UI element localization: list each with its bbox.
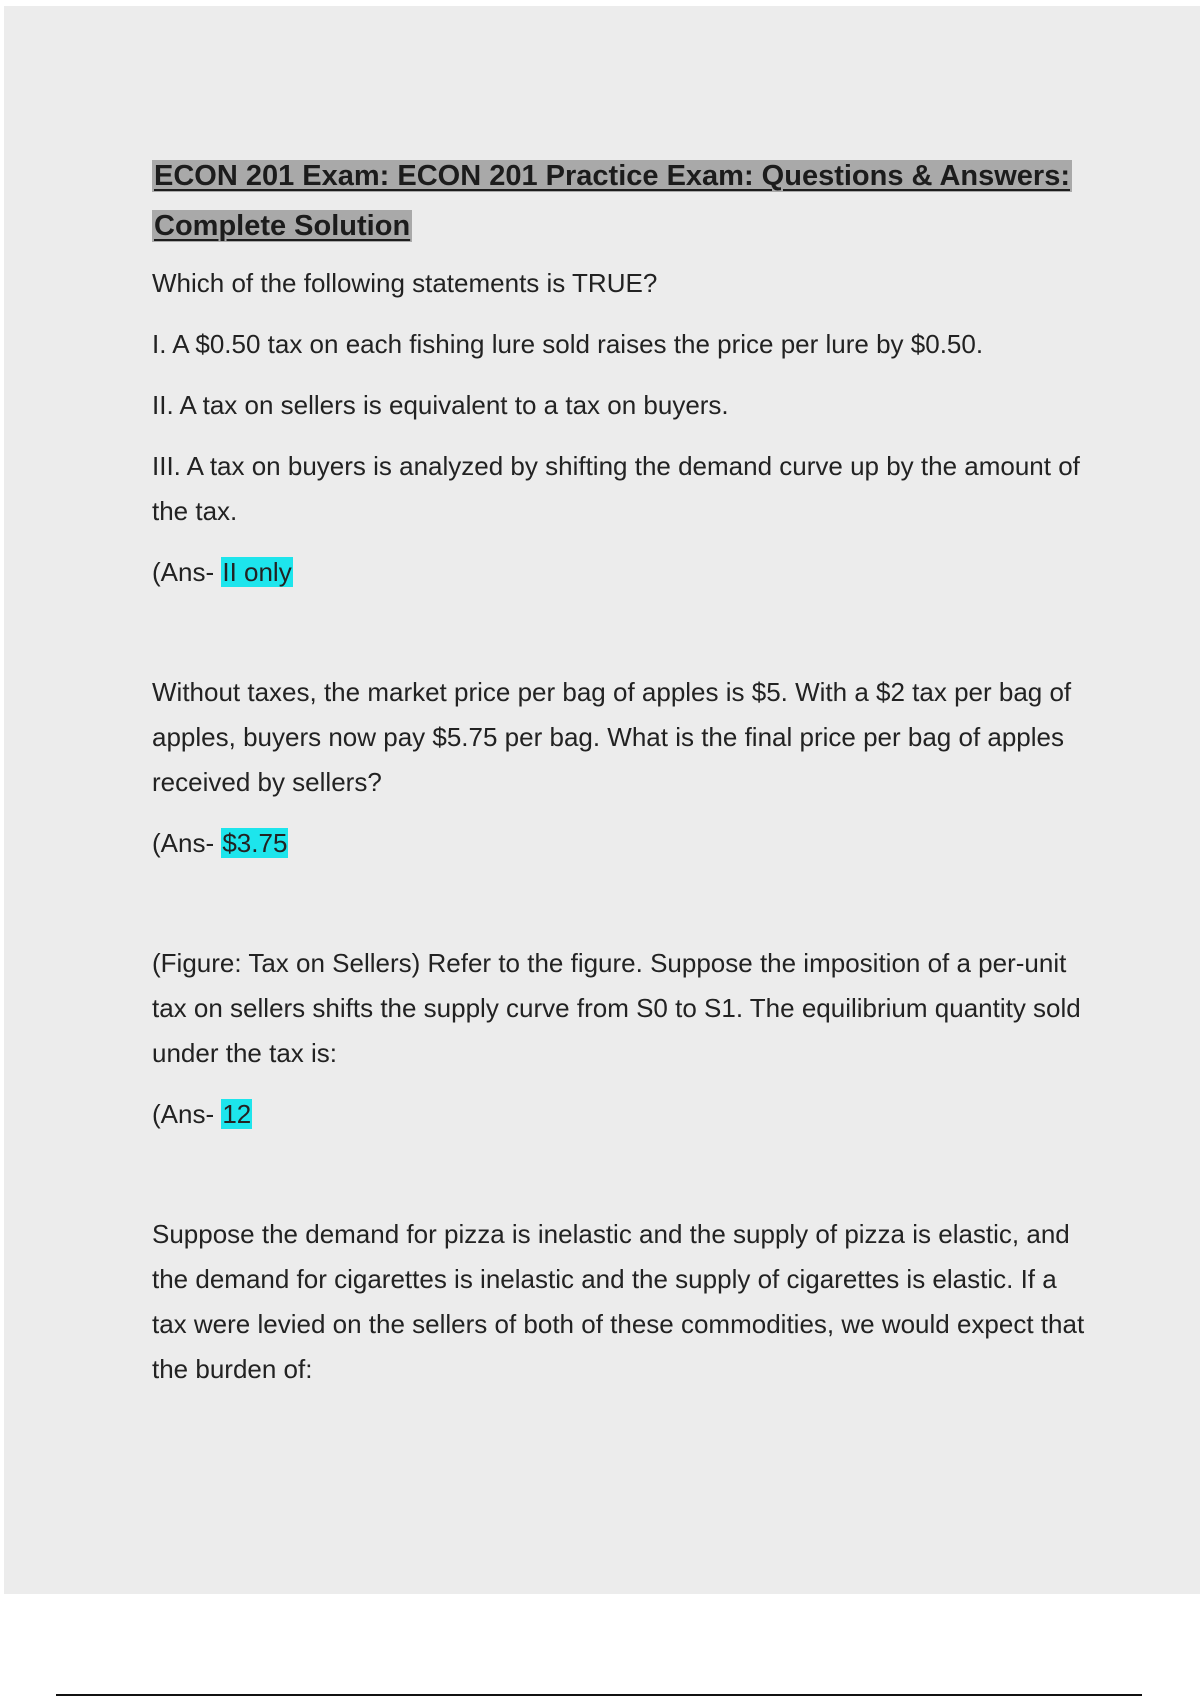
question-1-statement-2: II. A tax on sellers is equivalent to a tax on buyers.: [152, 390, 729, 420]
document-page: [4, 6, 1200, 1594]
question-1-answer: [152, 550, 1092, 595]
answer-highlight: II only: [222, 557, 292, 587]
question-3: [152, 941, 1092, 1137]
document-content: [152, 151, 1092, 1392]
document-title: [152, 151, 1092, 251]
answer-prefix: (Ans-: [152, 1099, 222, 1129]
question-1: [152, 261, 1092, 595]
document-title-text: ECON 201 Exam: ECON 201 Practice Exam: Questions & Answers: Complete Solution: [154, 160, 1071, 242]
answer-highlight: $3.75: [222, 828, 288, 858]
answer-prefix: (Ans-: [152, 828, 222, 858]
question-2-answer: [152, 821, 1092, 866]
question-1-statement-3: III. A tax on buyers is analyzed by shifting the demand curve up by the amount of the tax.: [152, 451, 1080, 526]
answer-prefix: (Ans-: [152, 557, 222, 587]
answer-highlight: 12: [222, 1099, 252, 1129]
question-2: [152, 670, 1092, 866]
question-4-text: Suppose the demand for pizza is inelastic and the supply of pizza is elastic, and the demand for cigarettes is inelastic and the supply of cigarettes is elastic. If a tax were levied on the sellers of both of these commodities, we would expect that the burden of:: [152, 1219, 1085, 1384]
question-3-text: (Figure: Tax on Sellers) Refer to the figure. Suppose the imposition of a per-unit tax on sellers shifts the supply curve from S0 to S1. The equilibrium quantity sold under the tax is:: [152, 948, 1081, 1068]
question-1-statement-1: I. A $0.50 tax on each fishing lure sold raises the price per lure by $0.50.: [152, 329, 984, 359]
question-2-text: Without taxes, the market price per bag of apples is $5. With a $2 tax per bag of apples, buyers now pay $5.75 per bag. What is the final price per bag of apples received by sellers?: [152, 677, 1072, 797]
question-1-stem: Which of the following statements is TRUE?: [152, 268, 658, 298]
footer-rule: [56, 1694, 1142, 1696]
question-3-answer: [152, 1092, 1092, 1137]
question-4: [152, 1212, 1092, 1392]
